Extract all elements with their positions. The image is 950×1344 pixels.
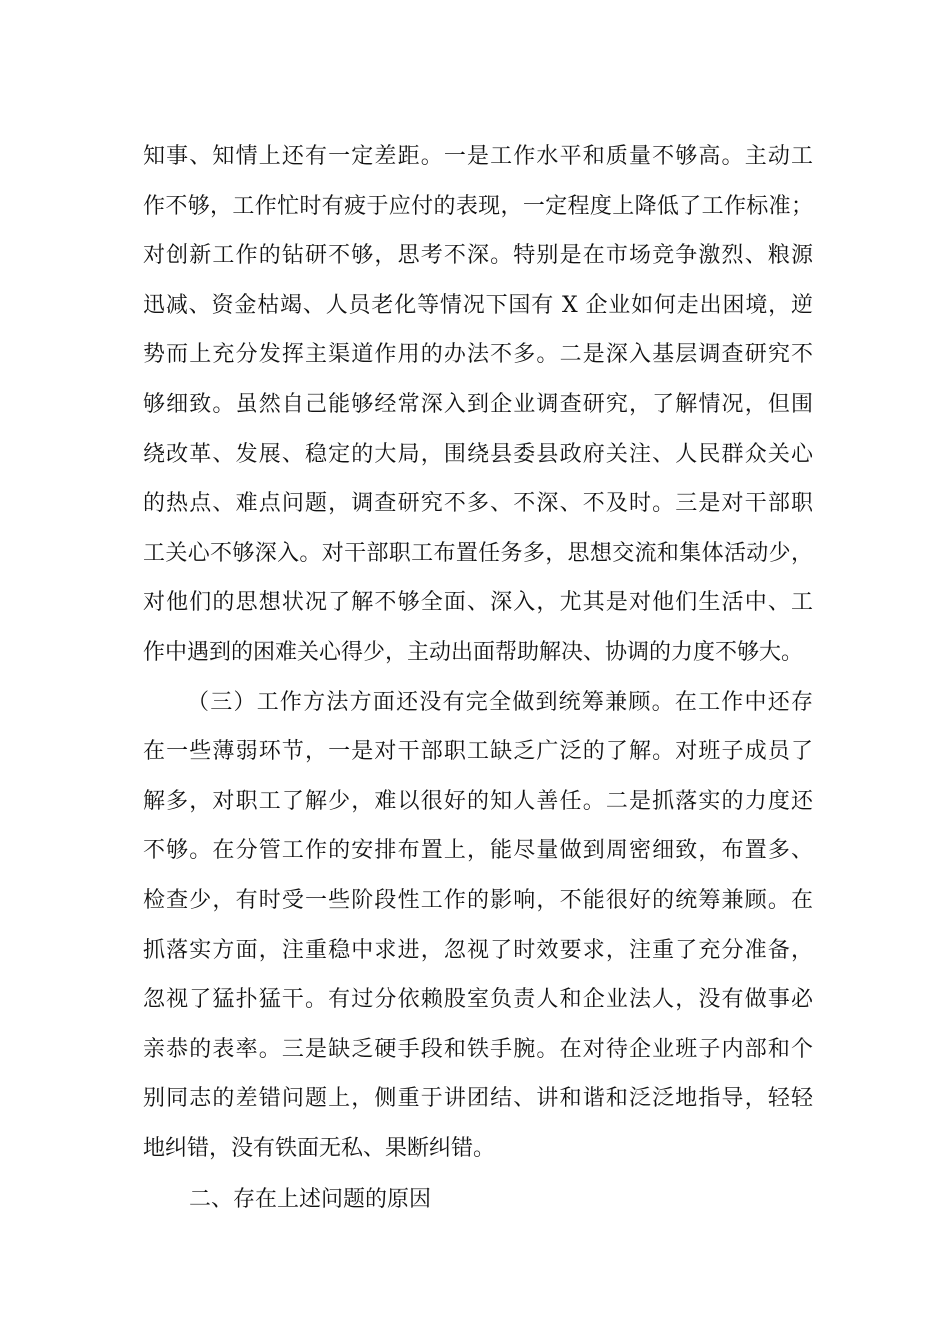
text-line: 势而上充分发挥主渠道作用的办法不多。二是深入基层调查研究不 [143, 342, 813, 368]
text-line: 忽视了猛扑猛干。有过分依赖股室负责人和企业法人，没有做事必 [143, 987, 813, 1013]
text-line: 知事、知情上还有一定差距。一是工作水平和质量不够高。主动工 [143, 144, 813, 169]
text-line: 工关心不够深入。对干部职工布置任务多，思想交流和集体活动少， [143, 540, 813, 566]
text-line: （三）工作方法方面还没有完全做到统筹兼顾。在工作中还存 [187, 689, 813, 715]
text-line: 的热点、难点问题，调查研究不多、不深、不及时。三是对干部职 [143, 491, 813, 517]
text-line: 不够。在分管工作的安排布置上，能尽量做到周密细致，布置多、 [143, 838, 813, 864]
text-line: 别同志的差错问题上，侧重于讲团结、讲和谐和泛泛地指导，轻轻 [143, 1086, 813, 1112]
body-text [143, 132, 813, 1173]
text-line: 在一些薄弱环节，一是对干部职工缺乏广泛的了解。对班子成员了 [143, 739, 813, 765]
text-line: 绕改革、发展、稳定的大局，围绕县委县政府关注、人民群众关心 [143, 441, 813, 467]
text-line: 对创新工作的钻研不够，思考不深。特别是在市场竞争激烈、粮源 [143, 243, 813, 269]
text-line: 作中遇到的困难关心得少，主动出面帮助解决、协调的力度不够大。 [143, 639, 804, 665]
text-line: 抓落实方面，注重稳中求进，忽视了时效要求，注重了充分准备， [143, 937, 813, 963]
text-line: 迅减、资金枯竭、人员老化等情况下国有 X 企业如何走出困境，逆 [143, 292, 813, 318]
text-line: 对他们的思想状况了解不够全面、深入，尤其是对他们生活中、工 [143, 590, 813, 616]
text-line: 解多，对职工了解少，难以很好的知人善任。二是抓落实的力度还 [143, 788, 813, 814]
text-line: 地纠错，没有铁面无私、果断纠错。 [143, 1135, 496, 1161]
text-line: 够细致。虽然自己能够经常深入到企业调查研究，了解情况，但围 [143, 391, 813, 417]
text-line: 亲恭的表率。三是缺乏硬手段和铁手腕。在对待企业班子内部和个 [143, 1036, 813, 1062]
text-line: 检查少，有时受一些阶段性工作的影响，不能很好的统筹兼顾。在 [143, 887, 813, 913]
section-heading: 二、存在上述问题的原因 [189, 1187, 432, 1212]
text-line: 作不够，工作忙时有疲于应付的表现，一定程度上降低了工作标准； [143, 193, 813, 219]
